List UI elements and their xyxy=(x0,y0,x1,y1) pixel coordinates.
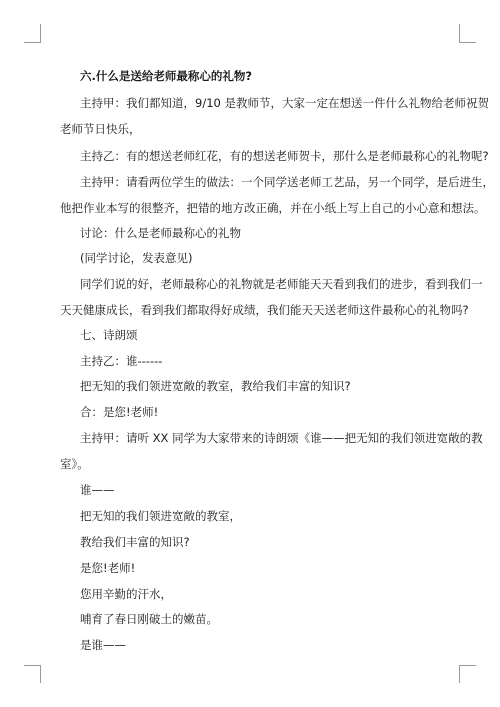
paragraph-line: 他把作业本写的很整齐，把错的地方改正确，并在小纸上写上自己的小心意和想法。 xyxy=(60,201,486,215)
poem-line: 哺育了春日刚破土的嫩苗。 xyxy=(80,612,218,626)
poem-line: 教给我们丰富的知识? xyxy=(80,535,190,549)
paragraph-line: 老师节日快乐， xyxy=(60,122,141,136)
paragraph-line: 把无知的我们领进宽敞的教室，教给我们丰富的知识? xyxy=(80,379,351,393)
crop-mark-top-right xyxy=(459,42,476,43)
poem-line: 是谁—— xyxy=(80,638,126,652)
crop-mark-top-right xyxy=(459,24,460,42)
crop-mark-top-left xyxy=(24,42,41,43)
paragraph-line: 主持甲：请听 XX 同学为大家带来的诗朗颂《谁——把无知的我们领进宽敞的教 xyxy=(80,431,483,445)
crop-mark-bottom-right xyxy=(459,665,476,666)
crop-mark-bottom-left xyxy=(40,665,41,683)
paragraph-line: 主持甲：我们都知道，9/10 是教师节，大家一定在想送一件什么礼物给老师祝贺 xyxy=(80,96,489,110)
paragraph-line: 讨论：什么是老师最称心的礼物 xyxy=(80,226,241,240)
crop-mark-bottom-right xyxy=(459,665,460,683)
crop-mark-bottom-left xyxy=(24,665,41,666)
paragraph-line: 主持乙：谁------ xyxy=(80,354,163,368)
paragraph-line: (同学讨论，发表意见) xyxy=(80,251,193,265)
paragraph-line: 天天健康成长，看到我们都取得好成绩，我们能天天送老师这件最称心的礼物吗? xyxy=(60,303,469,317)
section-heading: 七、诗朗颂 xyxy=(80,328,138,342)
poem-line: 把无知的我们领进宽敞的教室， xyxy=(80,509,241,523)
poem-line: 是您!老师! xyxy=(80,561,136,575)
paragraph-line: 主持乙：有的想送老师红花，有的想送老师贺卡，那什么是老师最称心的礼物呢? xyxy=(80,149,489,163)
paragraph-line: 同学们说的好，老师最称心的礼物就是老师能天天看到我们的进步，看到我们一 xyxy=(80,277,483,291)
poem-line: 谁—— xyxy=(80,483,115,497)
section-heading: 六.什么是送给老师最称心的礼物? xyxy=(80,69,253,83)
paragraph-line: 合：是您!老师! xyxy=(80,405,159,419)
poem-line: 您用辛勤的汗水， xyxy=(80,587,172,601)
crop-mark-top-left xyxy=(40,24,41,42)
paragraph-line: 主持甲：请看两位学生的做法：一个同学送老师工艺品，另一个同学，是后进生， xyxy=(80,175,494,189)
paragraph-line: 室》。 xyxy=(60,457,89,471)
